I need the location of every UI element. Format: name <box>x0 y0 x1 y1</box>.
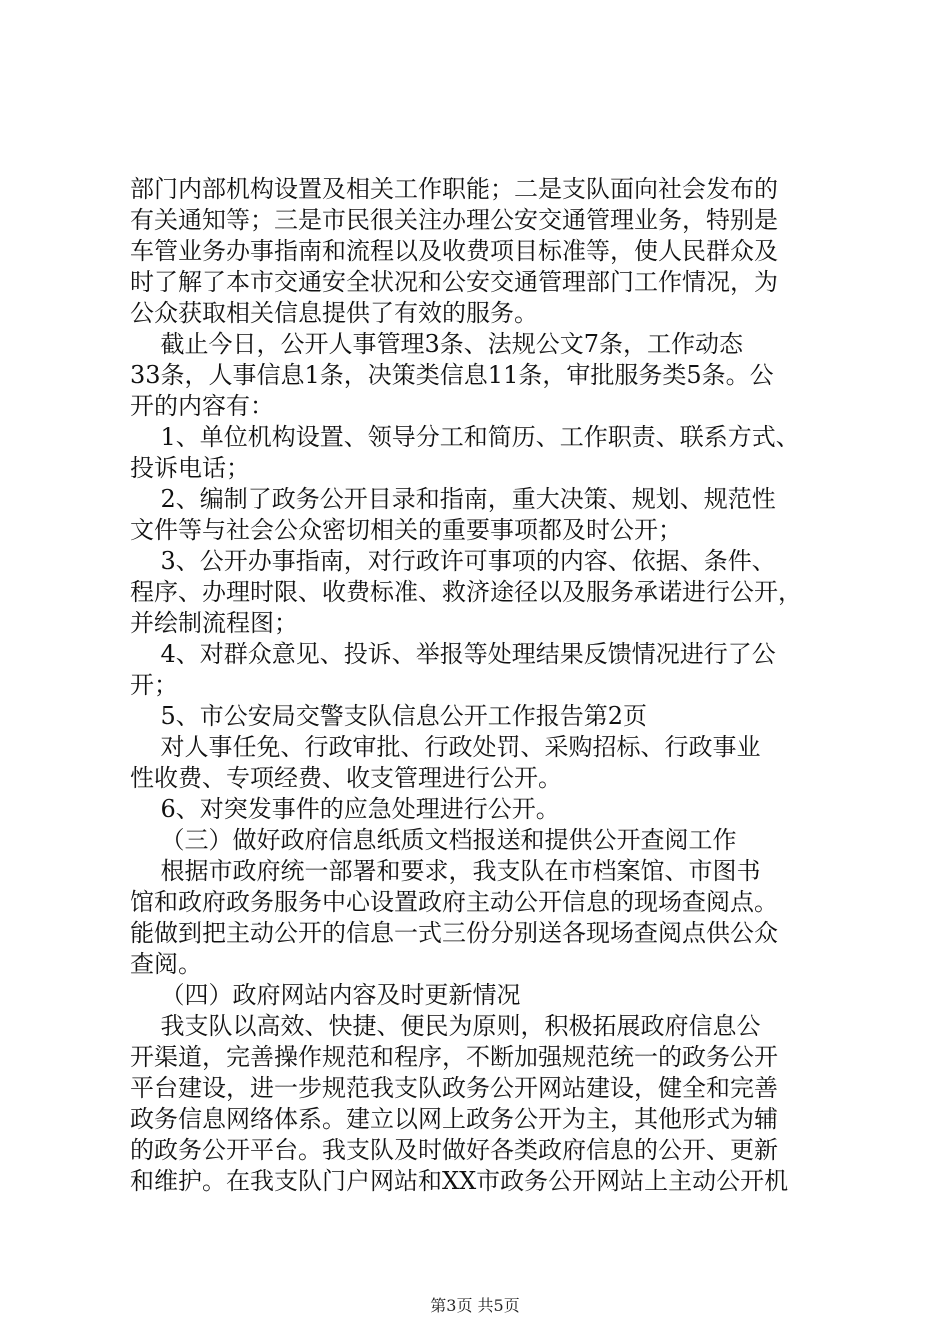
text-line: 车管业务办事指南和流程以及收费项目标准等，使人民群众及 <box>130 237 778 265</box>
text-line: 程序、办理时限、收费标准、救济途径以及服务承诺进行公开， <box>130 578 802 606</box>
text-line: 部门内部机构设置及相关工作职能；二是支队面向社会发布的 <box>130 175 778 203</box>
text-line: 公众获取相关信息提供了有效的服务。 <box>130 299 538 327</box>
text-line: 政务信息网络体系。建立以网上政务公开为主，其他形式为辅 <box>130 1105 778 1133</box>
text-line: 平台建设，进一步规范我支队政务公开网站建设，健全和完善 <box>130 1074 778 1102</box>
text-line: 4、对群众意见、投诉、举报等处理结果反馈情况进行了公 <box>130 640 776 668</box>
text-line: 1、单位机构设置、领导分工和简历、工作职责、联系方式、 <box>130 423 800 451</box>
text-line: 投诉电话； <box>130 454 250 482</box>
text-line: 5、市公安局交警支队信息公开工作报告第2页 <box>130 702 648 730</box>
text-line: 6、对突发事件的应急处理进行公开。 <box>130 795 560 823</box>
page-footer <box>0 1296 950 1316</box>
text-line: 能做到把主动公开的信息一式三份分别送各现场查阅点供公众 <box>130 919 778 947</box>
document-body <box>130 174 830 1197</box>
text-line: 根据市政府统一部署和要求，我支队在市档案馆、市图书 <box>130 857 761 885</box>
text-line: 对人事任免、行政审批、行政处罚、采购招标、行政事业 <box>130 733 761 761</box>
text-line: 的政务公开平台。我支队及时做好各类政府信息的公开、更新 <box>130 1136 778 1164</box>
text-line: 性收费、专项经费、收支管理进行公开。 <box>130 764 562 792</box>
section-heading: （四）政府网站内容及时更新情况 <box>130 981 521 1009</box>
text-line: 和维护。在我支队门户网站和XX市政务公开网站上主动公开机 <box>130 1167 789 1195</box>
text-line: 截止今日，公开人事管理3条、法规公文7条，工作动态 <box>130 330 744 358</box>
text-line: 查阅。 <box>130 950 202 978</box>
text-line: 3、公开办事指南，对行政许可事项的内容、依据、条件、 <box>130 547 776 575</box>
text-line: 开； <box>130 671 178 699</box>
page-number: 第3页 共5页 <box>430 1296 520 1315</box>
text-line: 馆和政府政务服务中心设置政府主动公开信息的现场查阅点。 <box>130 888 778 916</box>
text-line: 文件等与社会公众密切相关的重要事项都及时公开； <box>130 516 682 544</box>
text-line: 开渠道，完善操作规范和程序，不断加强规范统一的政务公开 <box>130 1043 778 1071</box>
text-line: 并绘制流程图； <box>130 609 298 637</box>
text-line: 时了解了本市交通安全状况和公安交通管理部门工作情况，为 <box>130 268 778 296</box>
section-heading: （三）做好政府信息纸质文档报送和提供公开查阅工作 <box>130 826 737 854</box>
text-line: 33条，人事信息1条，决策类信息11条，审批服务类5条。公 <box>130 361 774 389</box>
text-line: 我支队以高效、快捷、便民为原则，积极拓展政府信息公 <box>130 1012 761 1040</box>
text-line: 开的内容有： <box>130 392 274 420</box>
text-line: 2、编制了政务公开目录和指南，重大决策、规划、规范性 <box>130 485 776 513</box>
text-line: 有关通知等；三是市民很关注办理公安交通管理业务，特别是 <box>130 206 778 234</box>
